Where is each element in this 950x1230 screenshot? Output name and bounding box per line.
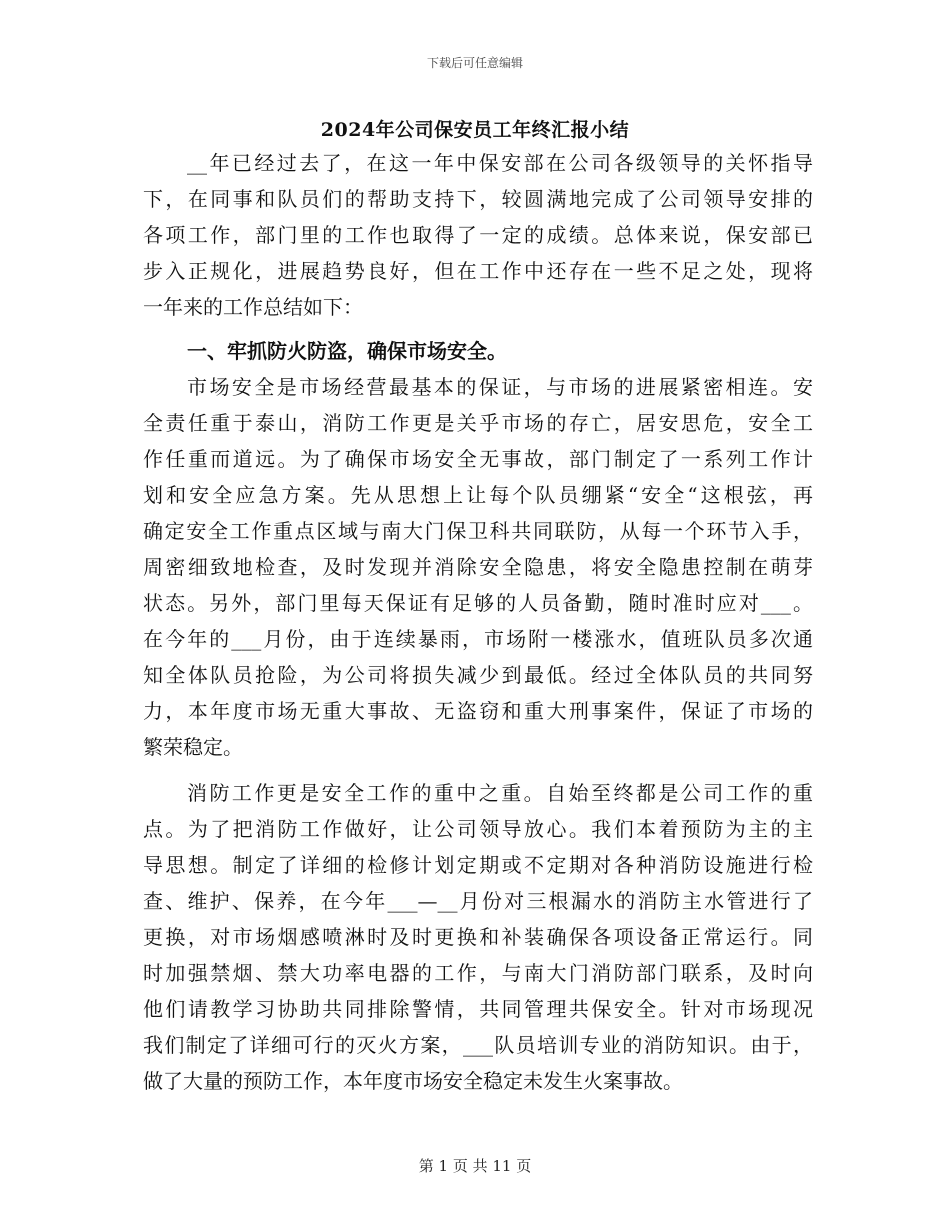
paragraph-line: 消防工作更是安全工作的重中之重。自始至终都是公司工作的重 <box>187 781 813 805</box>
paragraph-line: 我们制定了详细可行的灭火方案，___队员培训专业的消防知识。由于， <box>143 1033 813 1057</box>
paragraph-line: 时加强禁烟、禁大功率电器的工作，与南大门消防部门联系，及时向 <box>143 961 813 985</box>
paragraph-line: 作任重而道远。为了确保市场安全无事故，部门制定了一系列工作计 <box>143 447 813 471</box>
paragraph-line: 确定安全工作重点区域与南大门保卫科共同联防，从每一个环节入手， <box>143 519 813 543</box>
paragraph-line: 更换，对市场烟感喷淋时及时更换和补装确保各项设备正常运行。同 <box>143 925 813 949</box>
paragraph-line: 全责任重于泰山，消防工作更是关乎市场的存亡，居安思危，安全工 <box>143 411 813 435</box>
paragraph-line: 知全体队员抢险，为公司将损失减少到最低。经过全体队员的共同努 <box>143 663 813 687</box>
paragraph-line: 导思想。制定了详细的检修计划定期或不定期对各种消防设施进行检 <box>143 853 813 877</box>
paragraph-line: 力，本年度市场无重大事故、无盗窃和重大刑事案件，保证了市场的 <box>143 699 813 723</box>
section-heading: 一、牢抓防火防盗，确保市场安全。 <box>187 339 507 363</box>
paragraph-line: 做了大量的预防工作，本年度市场安全稳定未发生火案事故。 <box>143 1069 683 1093</box>
paragraph-line: 查、维护、保养，在今年___—__月份对三根漏水的消防主水管进行了 <box>143 889 813 913</box>
page-header-note: 下载后可任意编辑 <box>426 56 523 70</box>
paragraph-line: 点。为了把消防工作做好，让公司领导放心。我们本着预防为主的主 <box>143 817 813 841</box>
paragraph-line: 周密细致地检查，及时发现并消除安全隐患，将安全隐患控制在萌芽 <box>143 555 813 579</box>
paragraph-line: 一年来的工作总结如下： <box>143 295 363 319</box>
paragraph-line: 在今年的___月份，由于连续暴雨，市场附一楼涨水，值班队员多次通 <box>143 627 813 651</box>
paragraph-line: __年已经过去了，在这一年中保安部在公司各级领导的关怀指导 <box>187 151 813 175</box>
paragraph-line: 划和安全应急方案。先从思想上让每个队员绷紧“安全“这根弦，再 <box>143 483 813 507</box>
paragraph-line: 市场安全是市场经营最基本的保证，与市场的进展紧密相连。安 <box>187 375 813 399</box>
document-title: 2024年公司保安员工年终汇报小结 <box>320 119 630 141</box>
paragraph-line: 繁荣稳定。 <box>143 735 243 759</box>
paragraph-line: 状态。另外，部门里每天保证有足够的人员备勤，随时准时应对___。 <box>143 591 813 615</box>
paragraph-line: 各项工作，部门里的工作也取得了一定的成绩。总体来说，保安部已 <box>143 223 813 247</box>
paragraph-line: 他们请教学习协助共同排除警情，共同管理共保安全。针对市场现况 <box>143 997 813 1021</box>
paragraph-line: 步入正规化，进展趋势良好，但在工作中还存在一些不足之处，现将 <box>143 259 813 283</box>
page-number: 第 1 页 共 11 页 <box>418 1157 532 1175</box>
paragraph-line: 下，在同事和队员们的帮助支持下，较圆满地完成了公司领导安排的 <box>143 187 813 211</box>
